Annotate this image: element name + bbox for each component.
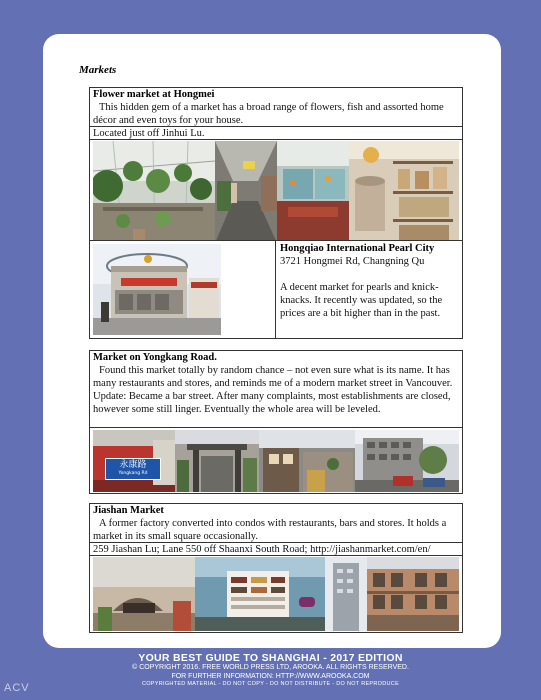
flower-market-photo-strip <box>93 141 459 243</box>
pearl-city-text <box>280 242 462 320</box>
flower-market-location-row <box>90 127 462 140</box>
jiashan-address-row <box>90 543 462 556</box>
jiashan-photos <box>93 557 459 631</box>
yongkang-update: Update: Became a bar street. After many complaints, most establishments are closed, however some still linger. Eventually the whole area will be leveled. <box>93 391 451 415</box>
footer-title: YOUR BEST GUIDE TO SHANGHAI - 2017 EDITION <box>138 652 403 664</box>
footer <box>0 652 541 688</box>
flower-market-photos <box>93 141 459 243</box>
yongkang-sign-sub: Yongkang Rd <box>118 471 148 476</box>
yongkang-title: Market on Yongkang Road. <box>93 352 217 363</box>
flower-market-title: Flower market at Hongmei <box>93 89 215 100</box>
yongkang-header <box>90 351 462 428</box>
footer-info-link: FOR FURTHER INFORMATION: HTTP://WWW.AROOKA.COM <box>171 672 370 680</box>
footer-notice: COPYRIGHTED MATERIAL - DO NOT COPY - DO NOT DISTRIBUTE - DO NOT REPRODUCE <box>141 681 400 687</box>
yongkang-street-sign <box>105 458 161 480</box>
flower-market-desc: This hidden gem of a market has a broad range of flowers, fish and assorted home décor and even toys for your house. <box>93 102 444 126</box>
page <box>43 34 501 648</box>
jiashan-address: 259 Jiashan Lu; Lane 550 off Shaanxi South Road; http://jiashanmarket.com/en/ <box>93 544 431 555</box>
section-title: Markets <box>79 64 117 76</box>
pearl-city-desc: A decent market for pearls and knick-knacks. It recently was updated, so the prices are a bit higher than in the past. <box>280 282 443 319</box>
flower-market-header <box>90 88 462 127</box>
jiashan-market-card <box>89 503 463 633</box>
jiashan-title: Jiashan Market <box>93 505 164 516</box>
jiashan-photo-strip <box>93 557 459 631</box>
yongkang-market-card <box>89 350 463 494</box>
pearl-city-building-photo <box>93 244 221 335</box>
jiashan-desc: A former factory converted into condos with restaurants, bars and stores. It holds a market in its small square occasionally. <box>93 518 447 542</box>
jiashan-header <box>90 504 462 543</box>
pearl-city-card <box>89 240 463 339</box>
pearl-city-photo <box>93 244 221 335</box>
yongkang-photos <box>93 430 459 492</box>
flower-market-card <box>89 87 463 245</box>
yongkang-desc: Found this market totally by random chance – not even sure what is its name. It has many restaurants and stores, and reminds me of a modern market street in Vancouver. <box>93 365 453 389</box>
yongkang-sign-text: 永康路 <box>119 460 147 470</box>
pearl-city-title: Hongqiao International Pearl City <box>280 243 435 254</box>
flower-market-location: Located just off Jinhui Lu. <box>93 128 205 139</box>
pearl-city-divider <box>275 241 276 338</box>
footer-copyright: © COPYRIGHT 2016. FREE WORLD PRESS LTD, AROOKA. ALL RIGHTS RESERVED. <box>132 664 409 671</box>
pearl-city-address: 3721 Hongmei Rd, Changning Qu <box>280 256 425 267</box>
watermark: ACV <box>4 682 30 694</box>
